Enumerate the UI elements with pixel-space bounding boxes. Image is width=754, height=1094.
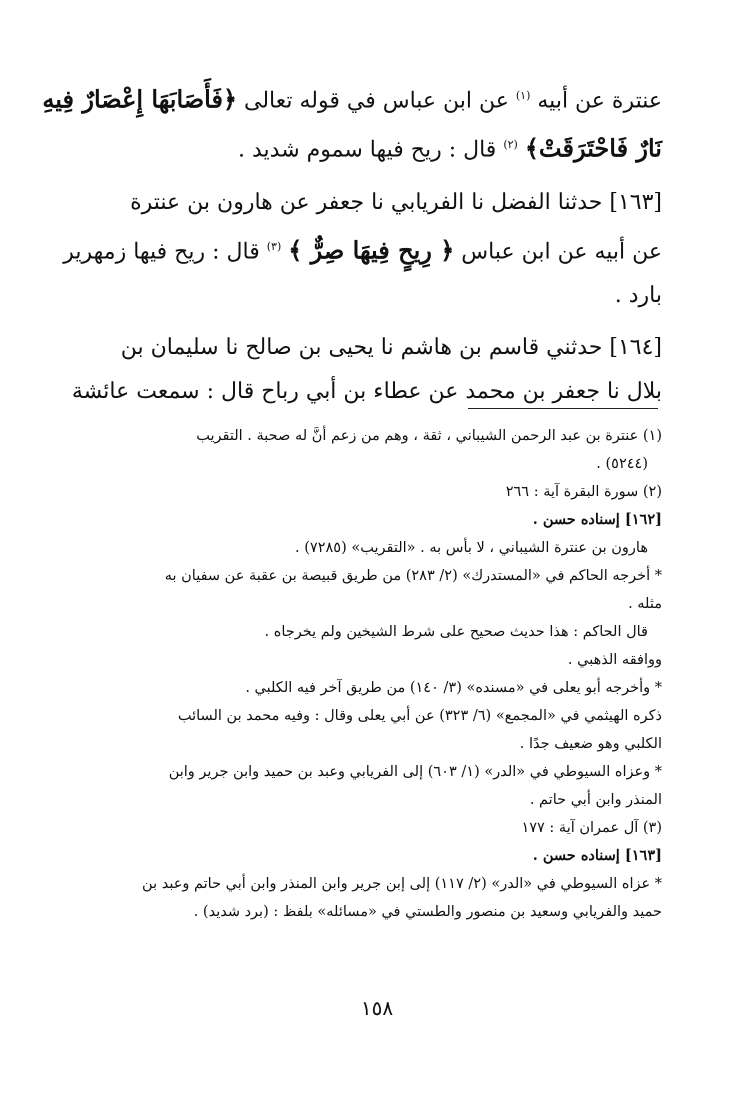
footnote-divider (468, 408, 658, 409)
footnote-line: مثله . (628, 596, 662, 612)
footnote-line: قال الحاكم : هذا حديث صحيح على شرط الشيخين ولم يخرجاه . (264, 624, 648, 640)
footnote-ref[interactable]: (٢) (503, 138, 518, 152)
footnote-line: * وأخرجه أبو يعلى في «مسنده» (٣/ ١٤٠) من طريق آخر فيه الكلبي . (245, 680, 662, 696)
quran-verse: ﴿فَأَصَابَهَا إِعْصَارٌ فِيهِ (42, 84, 238, 114)
footnote-line: (٥٢٤٤) . (596, 456, 648, 472)
footnote-line: (١) عنترة بن عبد الرحمن الشيباني ، ثقة ، وهم من زعم أنَّ له صحبة . التقريب (196, 428, 662, 444)
footnote-line: ووافقه الذهبي . (567, 652, 662, 668)
footnote-line: (٢) سورة البقرة آية : ٢٦٦ (505, 484, 662, 500)
footnote-line: المنذر وابن أبي حاتم . (529, 792, 662, 808)
paragraph-2 (63, 181, 662, 318)
text-line: [١٦٣] حدثنا الفضل نا الفريابي نا جعفر عن هارون بن عنترة (130, 189, 662, 215)
page-number: ١٥٨ (360, 996, 394, 1020)
footnote-line: هارون بن عنترة الشيباني ، لا بأس به . «التقريب» (٧٢٨٥) . (295, 540, 648, 556)
paragraph-1 (42, 74, 662, 173)
quran-verse: ﴿ رِيحٍ فِيهَا صِرٌّ ﴾ (288, 234, 455, 264)
text-line: بلال نا جعفر بن محمد عن عطاء بن أبي رباح قال : سمعت عائشة (71, 378, 662, 404)
text-line: نَارٌ فَاحْتَرَقَتْ﴾ $^{(٢)}$ قال : ريح فيها سموم شديد . (238, 133, 662, 163)
footnote-line: * أخرجه الحاكم في «المستدرك» (٢/ ٢٨٣) من طريق قبيصة بن عقبة عن سفيان به (164, 568, 662, 584)
text-line: بارد . (614, 282, 662, 308)
footnote-ref[interactable]: (١) (515, 89, 531, 102)
paragraph-3 (71, 326, 662, 414)
quran-verse: نَارٌ فَاحْتَرَقَتْ﴾ (524, 133, 662, 163)
footnote-heading: [١٦٣] إسناده حسن . (532, 847, 662, 864)
main-text (42, 74, 662, 422)
footnote-line: حميد والفريابي وسعيد بن منصور والطستي في «مسائله» بلفظ : (برد شديد) . (193, 904, 662, 920)
footnote-heading: [١٦٢] إسناده حسن . (532, 511, 662, 528)
footnote-line: (٣) آل عمران آية : ١٧٧ (521, 820, 662, 836)
footnote-line: * وعزاه السيوطي في «الدر» (١/ ٦٠٣) إلى الفريابي وعبد بن حميد وابن جرير وابن (168, 764, 662, 780)
text-line: عن أبيه عن ابن عباس ﴿ رِيحٍ فِيهَا صِرٌّ ﴾ $^{(٣)}$ قال : ريح فيها زمهرير (63, 234, 662, 264)
footnote-line: ذكره الهيثمي في «المجمع» (٦/ ٣٢٣) عن أبي يعلى وقال : وفيه محمد بن السائب (177, 708, 662, 724)
footnote-line: الكلبي وهو ضعيف جدًا . (519, 736, 662, 752)
footnotes (94, 422, 662, 926)
text-line: عنترة عن أبيه $^{(١)}$ عن ابن عباس في قوله تعالى ﴿فَأَصَابَهَا إِعْصَارٌ فِيهِ (42, 84, 662, 114)
footnote-ref[interactable]: (٣) (266, 239, 282, 253)
footnote-line: * عزاه السيوطي في «الدر» (٢/ ١١٧) إلى إبن جرير وابن المنذر وابن أبي حاتم وعبد بن (142, 876, 662, 892)
text-line: [١٦٤] حدثني قاسم بن هاشم نا يحيى بن صالح نا سليمان بن (120, 334, 662, 360)
